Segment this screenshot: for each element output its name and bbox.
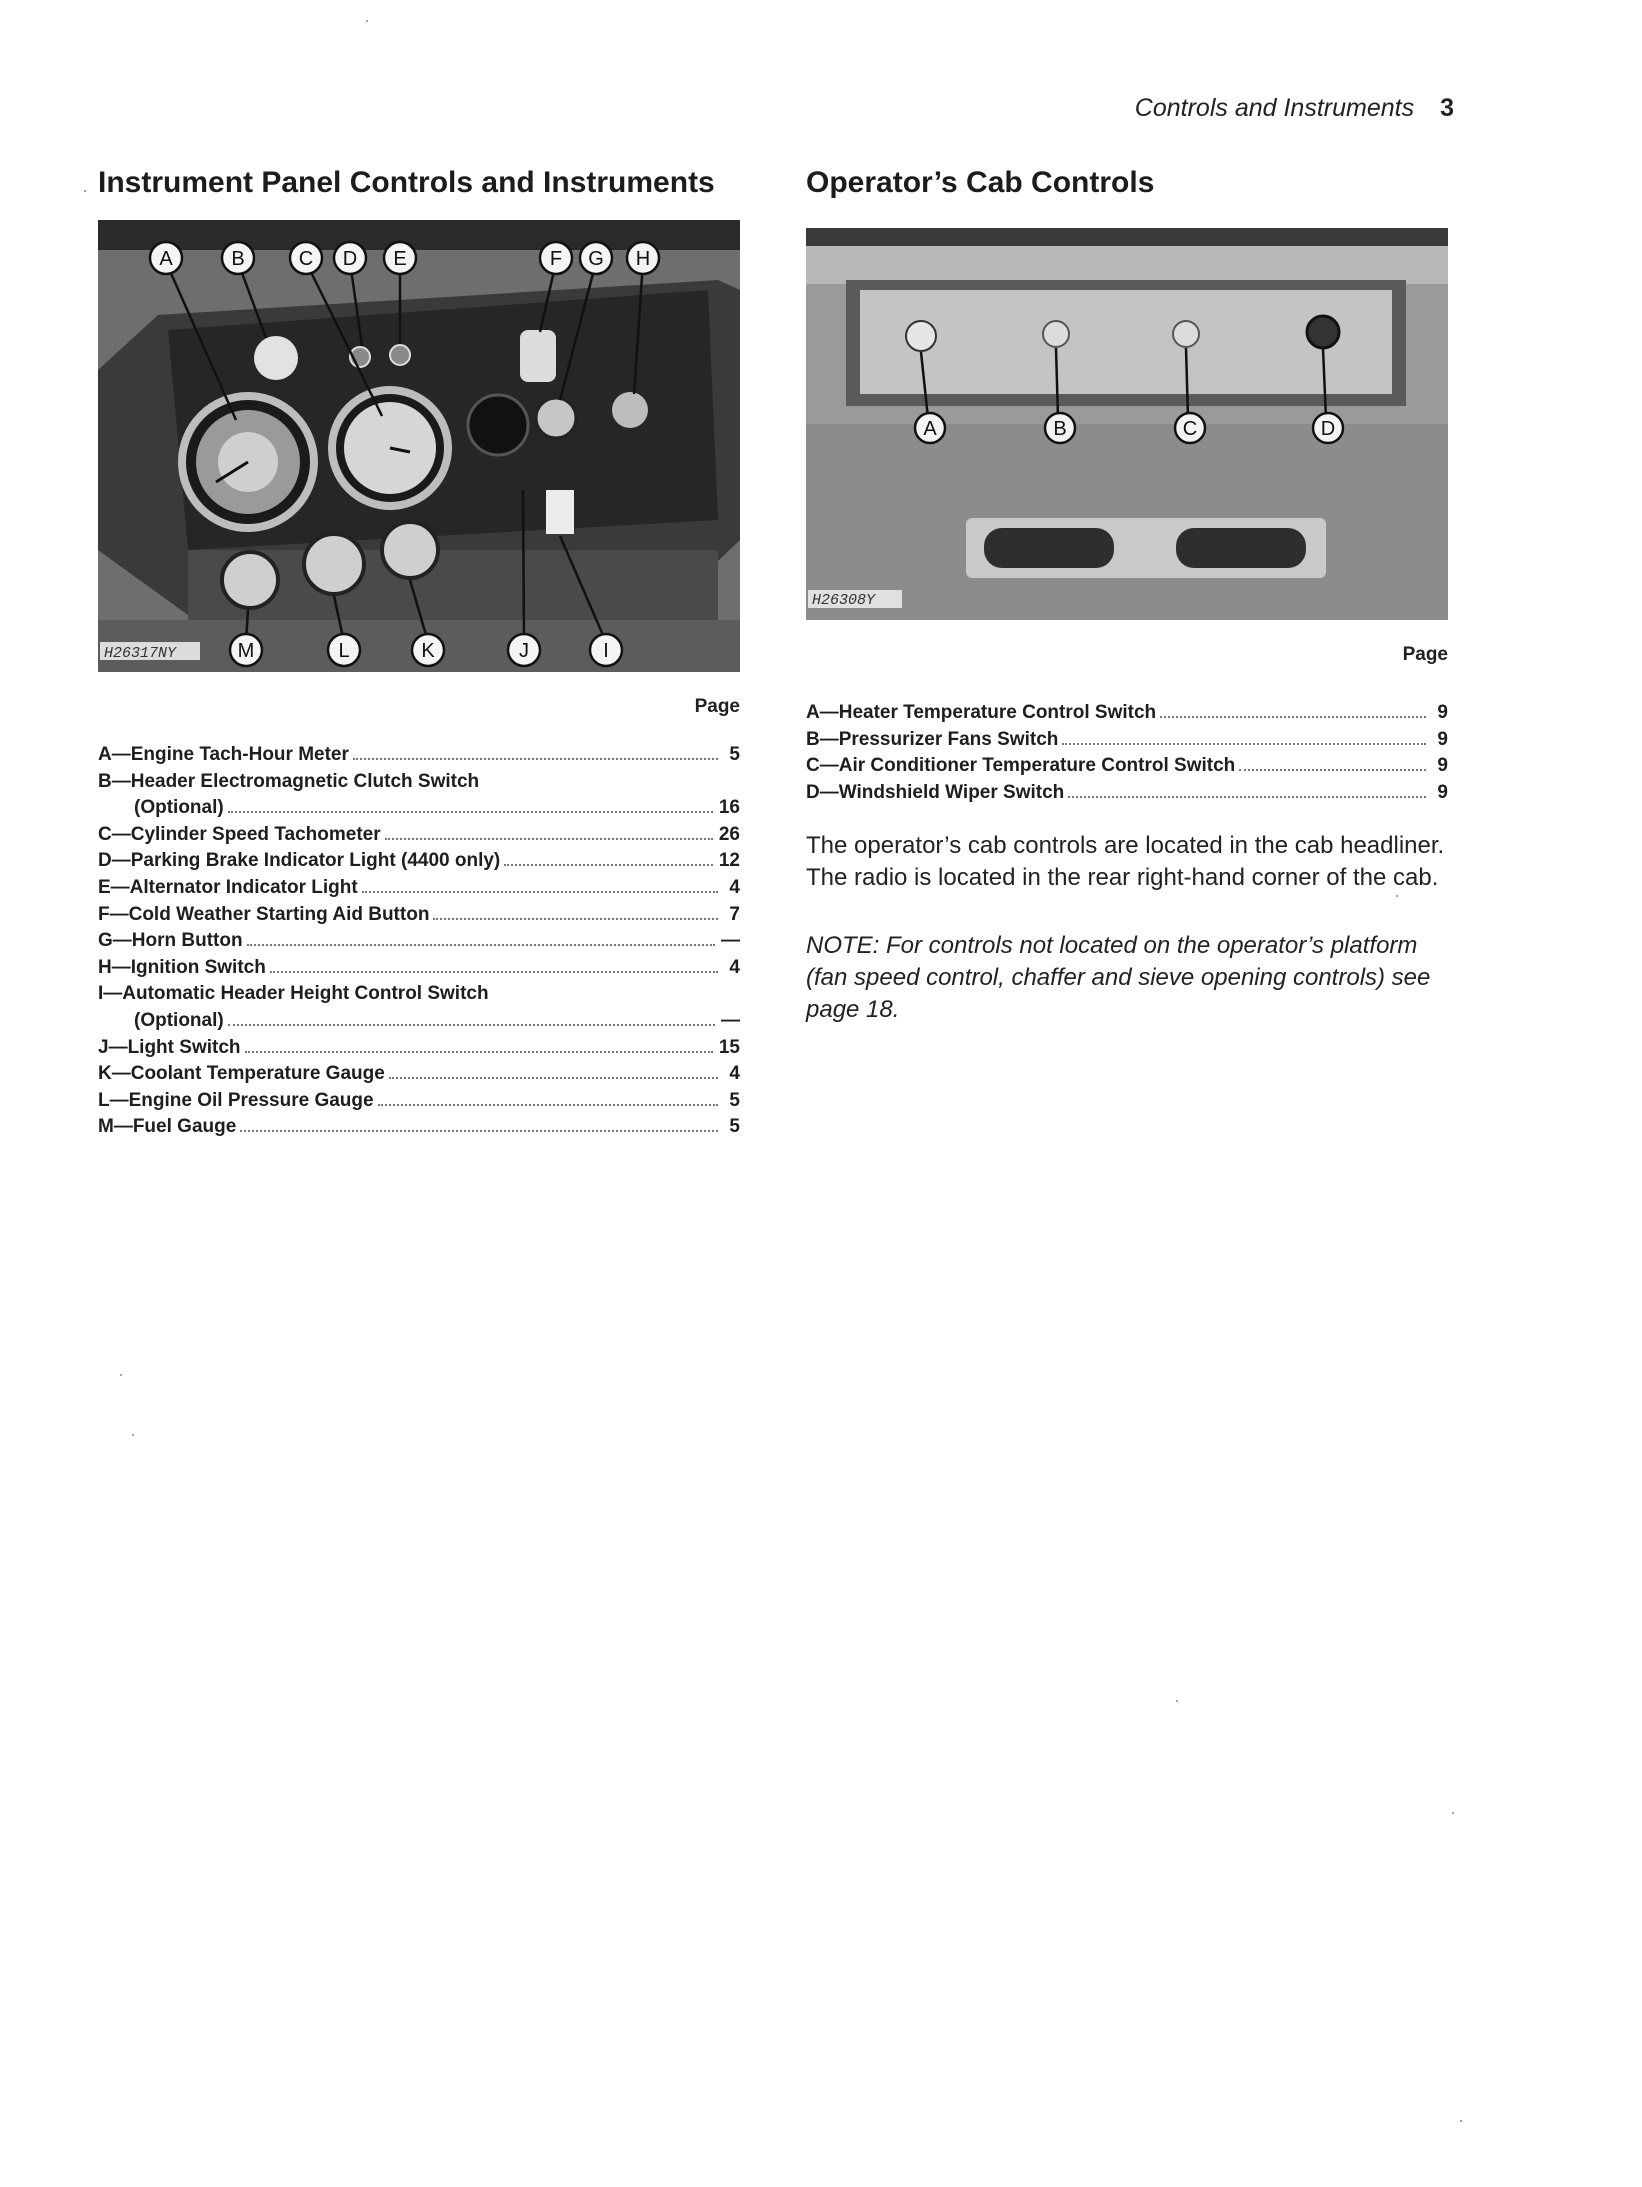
header-height-switch-icon — [546, 490, 574, 534]
page-number: 3 — [1440, 94, 1454, 122]
legend-page: 7 — [729, 903, 740, 925]
callout-h: H — [635, 248, 651, 270]
legend-item — [98, 981, 740, 1034]
legend-label: F—Cold Weather Starting Aid Button — [98, 903, 430, 925]
section-heading-instrument-panel: Instrument Panel Controls and Instruments — [98, 166, 715, 199]
legend-item — [806, 727, 1448, 754]
starting-aid-button-icon — [520, 330, 556, 382]
legend-label: B—Header Electromagnetic Clutch Switch — [98, 770, 480, 792]
legend-item — [98, 955, 740, 982]
legend-label: J—Light Switch — [98, 1036, 241, 1058]
cab-controls-note: NOTE: For controls not located on the operator’s platform (fan speed control, chaffer and sieve opening controls) see page 18. — [806, 932, 1431, 1024]
legend-page: 9 — [1437, 728, 1448, 750]
alternator-light-icon — [390, 345, 410, 365]
legend-label: G—Horn Button — [98, 930, 243, 952]
photo-code-left: H26317NY — [104, 645, 177, 662]
pressurizer-fans-switch-icon — [1043, 321, 1069, 347]
instrument-panel-legend — [98, 742, 740, 1141]
legend-label: E—Alternator Indicator Light — [98, 876, 358, 898]
legend-item — [98, 1061, 740, 1088]
callout-a: A — [159, 248, 173, 270]
running-header — [1135, 94, 1454, 123]
cab-callout-c: C — [1182, 418, 1198, 440]
legend-page: 4 — [729, 876, 740, 898]
legend-item — [98, 1114, 740, 1141]
cab-callout-d: D — [1320, 418, 1336, 440]
legend-page: 9 — [1437, 781, 1448, 803]
legend-label: C—Air Conditioner Temperature Control Switch — [806, 755, 1236, 777]
legend-label: I—Automatic Header Height Control Switch — [98, 983, 489, 1005]
callout-d: D — [342, 248, 358, 270]
legend-item — [98, 928, 740, 955]
cab-controls-description: The operator’s cab controls are located in the cab headliner. The radio is located in the rear right-hand corner of the cab. — [806, 832, 1445, 892]
heater-switch-icon — [906, 321, 936, 351]
legend-page: 15 — [718, 1036, 740, 1058]
legend-item — [806, 780, 1448, 807]
legend-page: 9 — [1437, 755, 1448, 777]
legend-item — [98, 742, 740, 769]
cylinder-speed-gauge-icon — [332, 390, 448, 506]
instrument-panel-photo — [98, 220, 740, 672]
legend-label: D—Windshield Wiper Switch — [806, 781, 1065, 803]
legend-item — [98, 1035, 740, 1062]
legend-label-cont: (Optional) — [134, 1009, 224, 1031]
clutch-switch-knob-icon — [254, 336, 298, 380]
legend-page: — — [721, 930, 740, 952]
ac-temperature-switch-icon — [1173, 321, 1199, 347]
light-switch-knob-icon — [468, 395, 528, 455]
callout-g: G — [588, 248, 604, 270]
callout-l: L — [338, 640, 350, 662]
legend-page: 4 — [729, 956, 740, 978]
legend-item — [806, 700, 1448, 727]
callout-c: C — [298, 248, 314, 270]
legend-page: 16 — [718, 797, 740, 819]
callout-i: I — [603, 640, 609, 662]
legend-page: 26 — [718, 823, 740, 845]
callout-e: E — [393, 248, 407, 270]
cab-controls-photo — [806, 228, 1448, 620]
callout-j: J — [519, 640, 529, 662]
air-vent-left-icon — [984, 528, 1114, 568]
legend-page: 12 — [718, 850, 740, 872]
cab-controls-legend — [806, 700, 1448, 806]
legend-page: 9 — [1437, 702, 1448, 723]
legend-label-cont: (Optional) — [134, 797, 224, 819]
legend-item — [806, 753, 1448, 780]
legend-page: — — [721, 1009, 740, 1031]
legend-label: C—Cylinder Speed Tachometer — [98, 823, 381, 845]
horn-button-icon — [536, 398, 576, 438]
legend-label: H—Ignition Switch — [98, 956, 266, 978]
legend-page: 5 — [729, 1089, 740, 1111]
callout-k: K — [421, 640, 435, 662]
legend-label: L—Engine Oil Pressure Gauge — [98, 1089, 374, 1111]
cab-callout-b: B — [1053, 418, 1067, 440]
page-column-label-right: Page — [1402, 644, 1448, 665]
cab-controls-section — [806, 166, 1448, 1026]
legend-page: 5 — [729, 1116, 740, 1138]
legend-item — [98, 1088, 740, 1115]
legend-page: 5 — [729, 744, 740, 765]
callout-b: B — [231, 248, 245, 270]
legend-label: D—Parking Brake Indicator Light (4400 only) — [98, 850, 501, 872]
legend-item — [98, 902, 740, 929]
legend-item — [98, 875, 740, 902]
legend-item — [98, 822, 740, 849]
legend-item — [98, 848, 740, 875]
legend-label: M—Fuel Gauge — [98, 1116, 237, 1138]
photo-code-right: H26308Y — [812, 592, 876, 609]
callout-f: F — [549, 248, 563, 270]
legend-page: 4 — [729, 1063, 740, 1085]
callout-m: M — [237, 640, 255, 662]
running-header-title: Controls and Instruments — [1134, 94, 1415, 122]
legend-label: K—Coolant Temperature Gauge — [98, 1063, 385, 1085]
cab-callout-a: A — [923, 418, 937, 440]
legend-label: A—Engine Tach-Hour Meter — [98, 744, 349, 765]
legend-label: B—Pressurizer Fans Switch — [806, 728, 1059, 750]
page-column-label-left: Page — [694, 696, 740, 717]
legend-item — [98, 769, 740, 822]
ignition-switch-icon — [612, 392, 648, 428]
legend-label: A—Heater Temperature Control Switch — [806, 702, 1157, 723]
air-vent-right-icon — [1176, 528, 1306, 568]
engine-tach-gauge-icon — [182, 396, 314, 528]
section-heading-cab-controls: Operator’s Cab Controls — [806, 166, 1155, 199]
windshield-wiper-switch-icon — [1307, 316, 1339, 348]
instrument-panel-section — [98, 166, 740, 1141]
